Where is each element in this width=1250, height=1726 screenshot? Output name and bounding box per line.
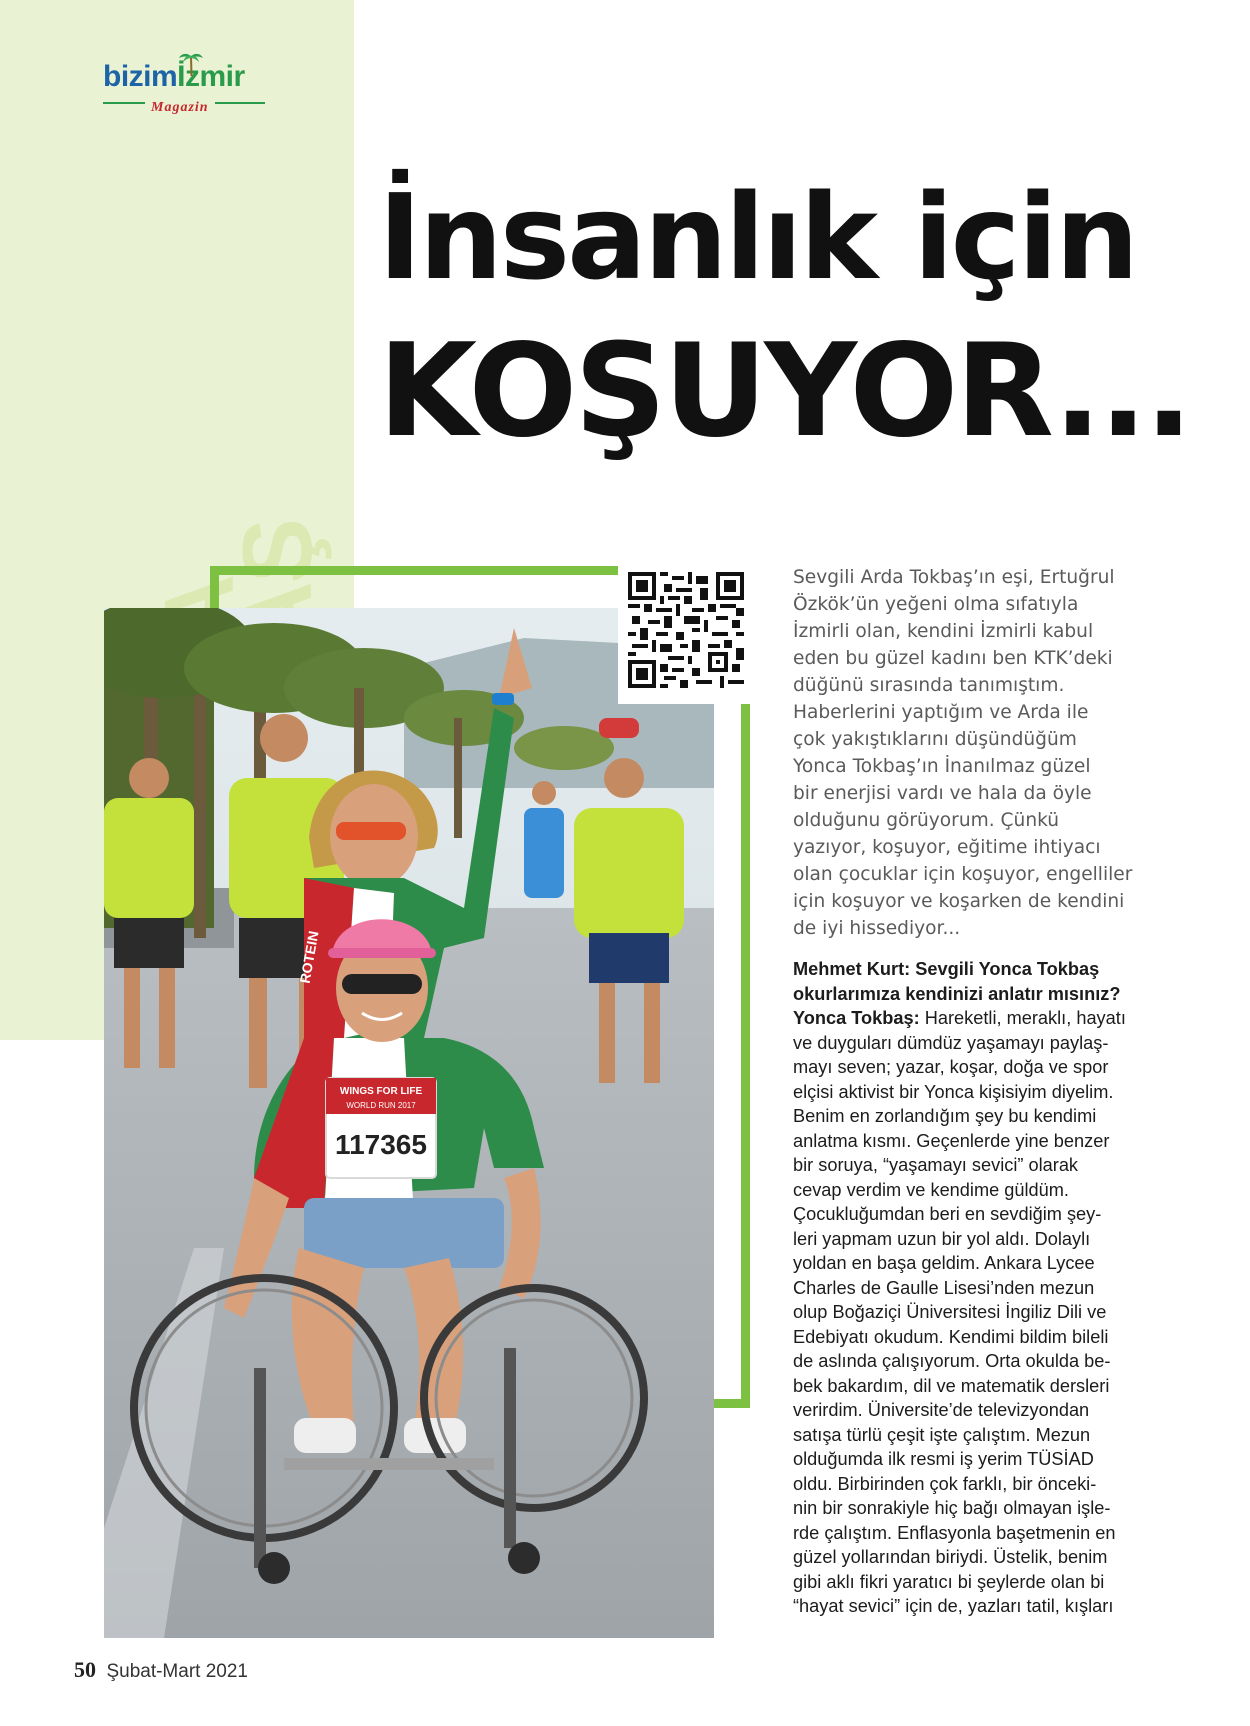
- interview-answer-line: olup Boğaziçi Üniversitesi İngiliz Dili ve: [793, 1302, 1107, 1322]
- interview-speaker: Yonca Tokbaş:: [793, 1008, 920, 1028]
- interview-answer-line: nin bir sonrakiyle hiç bağı olmayan işle-: [793, 1498, 1111, 1518]
- issue-date: Şubat-Mart 2021: [106, 1661, 248, 1682]
- interview-answer-start: Hareketli, meraklı, hayatı: [919, 1008, 1126, 1028]
- intro-line: Sevgili Arda Tokbaş’ın eşi, Ertuğrul: [793, 567, 1115, 588]
- interview-text: [793, 957, 1153, 1619]
- intro-line: Özkök’ün yeğeni olma sıfatıyla: [793, 594, 1079, 615]
- accent-frame-right: [741, 700, 750, 1408]
- interview-answer-line: satışa türlü çeşit işte çalıştım. Mezun: [793, 1424, 1091, 1445]
- interview-answer-line: olduğumda ilk resmi iş yerim TÜSİAD: [793, 1449, 1094, 1469]
- accent-frame-bottom: [712, 1399, 750, 1408]
- interview-answer-line: gibi aklı fikri yaratıcı bi şeylerde olan bi: [793, 1571, 1105, 1592]
- interview-question-line1: Mehmet Kurt: Sevgili Yonca Tokbaş: [793, 959, 1100, 979]
- photo-illustration: [104, 608, 714, 1638]
- logo-subtitle: Magazin: [145, 100, 215, 116]
- intro-line: olduğunu görüyorum. Çünkü: [793, 810, 1060, 831]
- main-photo: [104, 608, 714, 1638]
- interview-answer-line: Benim en zorlandığım şey bu kendimi: [793, 1106, 1097, 1126]
- interview-answer-line: verirdim. Üniversite’de televizyondan: [793, 1400, 1090, 1420]
- headline-line1: İnsanlık için: [378, 168, 1137, 306]
- intro-line: yazıyor, koşuyor, eğitime ihtiyacı: [793, 837, 1101, 858]
- interview-answer-line: ve duyguları dümdüz yaşamayı paylaş-: [793, 1032, 1109, 1053]
- intro-line: bir enerjisi vardı ve hala da öyle: [793, 783, 1092, 804]
- interview-answer-line: “hayat sevici” için de, yazları tatil, kışları: [793, 1596, 1114, 1616]
- qr-code-icon: [628, 572, 744, 688]
- intro-line: için koşuyor ve koşarken de kendini: [793, 891, 1125, 912]
- headline-line2: KOŞUYOR...: [378, 317, 1191, 466]
- logo-wordmark: [103, 60, 245, 94]
- intro-paragraph: [793, 564, 1153, 942]
- qr-code[interactable]: [618, 564, 754, 704]
- interview-answer-line: cevap verdim ve kendime güldüm.: [793, 1179, 1069, 1200]
- interview-answer-line: oldu. Birbirinden çok farklı, bir önceki-: [793, 1473, 1097, 1494]
- interview-answer-line: yoldan en başa geldim. Ankara Lycee: [793, 1253, 1095, 1273]
- shirt-text: ROTEIN: [296, 929, 322, 985]
- interview-answer-line: leri yapmam uzun bir yol aldı. Dolaylı: [793, 1228, 1091, 1249]
- interview-question-line2: okurlarımıza kendinizi anlatır mısınız?: [793, 983, 1121, 1004]
- intro-line: eden bu güzel kadını ben KTK’deki: [793, 648, 1113, 669]
- interview-answer-line: Edebiyatı okudum. Kendimi bildim bileli: [793, 1326, 1109, 1347]
- brand-logo[interactable]: [103, 60, 273, 118]
- accent-frame-top: [210, 566, 620, 575]
- intro-line: Haberlerini yaptığım ve Arda ile: [793, 702, 1089, 723]
- intro-line: olan çocuklar için koşuyor, engelliler: [793, 864, 1133, 885]
- logo-part2: İzmir: [177, 60, 245, 93]
- interview-answer-body: [793, 1031, 1153, 1619]
- bib-sub: WORLD RUN 2017: [346, 1101, 416, 1110]
- page-number: 50: [74, 1657, 96, 1682]
- interview-answer-line: Charles de Gaulle Lisesi’nden mezun: [793, 1277, 1095, 1298]
- interview-answer-line: Çocukluğumdan beri en sevdiğim şey-: [793, 1204, 1102, 1224]
- accent-frame-left: [210, 566, 219, 610]
- intro-line: çok yakıştıklarını düşündüğüm: [793, 729, 1077, 750]
- interview-answer-line: mayı seven; yazar, koşar, doğa ve spor: [793, 1057, 1109, 1077]
- headline: [378, 168, 1238, 478]
- interview-answer-line: bek bakardım, dil ve matematik dersleri: [793, 1375, 1110, 1396]
- interview-answer-line: anlatma kısmı. Geçenlerde yine benzer: [793, 1130, 1110, 1151]
- interview-answer-line: bir soruya, “yaşamayı sevici” olarak: [793, 1155, 1079, 1175]
- intro-line: de iyi hissediyor...: [793, 918, 961, 939]
- intro-line: Yonca Tokbaş’ın İnanılmaz güzel: [793, 756, 1091, 777]
- palm-tree-icon: [178, 52, 204, 76]
- interview-answer-line: de aslında çalışıyorum. Orta okulda be-: [793, 1351, 1111, 1371]
- logo-part1: bizim: [103, 60, 178, 93]
- intro-line: düğünü sırasında tanımıştım.: [793, 675, 1065, 696]
- bib-event: WINGS FOR LIFE: [339, 1086, 423, 1097]
- intro-line: İzmirli olan, kendini İzmirli kabul: [793, 621, 1094, 642]
- interview-answer-first: [793, 1006, 1153, 1031]
- interview-answer-line: güzel yollarından biriydi. Üstelik, benim: [793, 1547, 1108, 1567]
- interview-answer-line: elçisi aktivist bir Yonca kişisiyim diyelim.: [793, 1081, 1114, 1102]
- interview-answer-line: rde çalıştım. Enflasyonla başetmenin en: [793, 1522, 1116, 1543]
- page-footer: [74, 1657, 248, 1683]
- bib-number: 117365: [335, 1129, 427, 1160]
